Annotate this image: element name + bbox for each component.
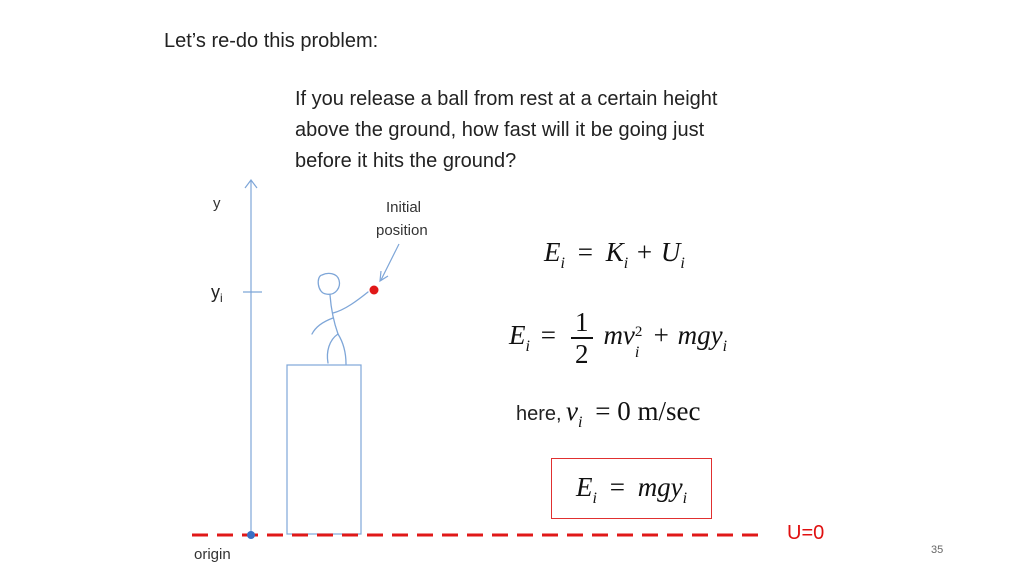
eq2-mv: mv [603, 320, 635, 351]
stick-figure-leg-left [327, 334, 338, 363]
eq4-E: E [576, 472, 593, 502]
origin-label: origin [194, 546, 231, 563]
eq2-fraction [571, 307, 593, 369]
eq1-U: U [660, 237, 681, 267]
eq1-plus: + [636, 237, 653, 267]
problem-line-3: before it hits the ground? [295, 150, 517, 172]
problem-line-1: If you release a ball from rest at a certain height [295, 88, 718, 110]
eq2-equals: = [540, 320, 556, 351]
pointer-arrow-line [381, 244, 399, 280]
eq2-sub-1: i [525, 338, 530, 356]
equation-energy-expanded [509, 307, 727, 369]
yi-label-sub: i [220, 291, 223, 305]
eq1-sub-1: i [560, 255, 565, 272]
initial-label-line2: position [376, 222, 428, 239]
initial-label-line1: Initial [386, 199, 422, 216]
eq2-numerator: 1 [574, 307, 589, 337]
ground-label: U=0 [787, 522, 825, 544]
eq1-K: K [605, 237, 624, 267]
eq3-sub: i [578, 414, 583, 431]
ball [370, 286, 379, 295]
tower [287, 365, 361, 534]
y-axis-label: y [213, 195, 221, 212]
eq4-mgy: mgy [637, 472, 683, 502]
eq2-sub-2: i [634, 344, 640, 362]
slide-title: Let’s re-do this problem: [164, 30, 379, 52]
equation-result [576, 472, 688, 507]
eq3-here-label: here, [516, 403, 562, 425]
eq2-denominator: 2 [574, 339, 589, 369]
eq3-v: v [566, 396, 579, 426]
stick-figure-arm-raised [333, 292, 368, 313]
stick-figure-arm-lower [312, 318, 333, 334]
eq1-equals: = [577, 237, 593, 267]
stick-figure-head [318, 273, 339, 294]
eq2-E: E [509, 320, 526, 351]
equation-initial-velocity [516, 396, 701, 431]
page-number: 35 [931, 544, 944, 556]
yi-label [211, 282, 223, 303]
eq2-plus: + [653, 320, 669, 351]
eq3-value: = 0 m/sec [595, 396, 701, 426]
stick-figure-body [330, 295, 338, 334]
eq4-sub-1: i [592, 490, 597, 507]
eq1-sub-3: i [680, 255, 685, 272]
eq1-E: E [544, 237, 561, 267]
problem-line-2: above the ground, how fast will it be going just [295, 119, 705, 141]
stick-figure [312, 273, 368, 364]
stick-figure-leg-right [338, 334, 346, 364]
equation-energy-sum [544, 237, 685, 272]
eq2-mgy: mgy [677, 320, 723, 351]
eq2-sub-3: i [722, 338, 728, 356]
yi-label-y: y [211, 282, 220, 302]
eq4-equals: = [609, 472, 625, 502]
eq2-squared: 2 [634, 324, 643, 341]
eq1-sub-2: i [623, 255, 629, 272]
origin-dot [247, 531, 255, 539]
eq4-sub-2: i [682, 490, 688, 507]
